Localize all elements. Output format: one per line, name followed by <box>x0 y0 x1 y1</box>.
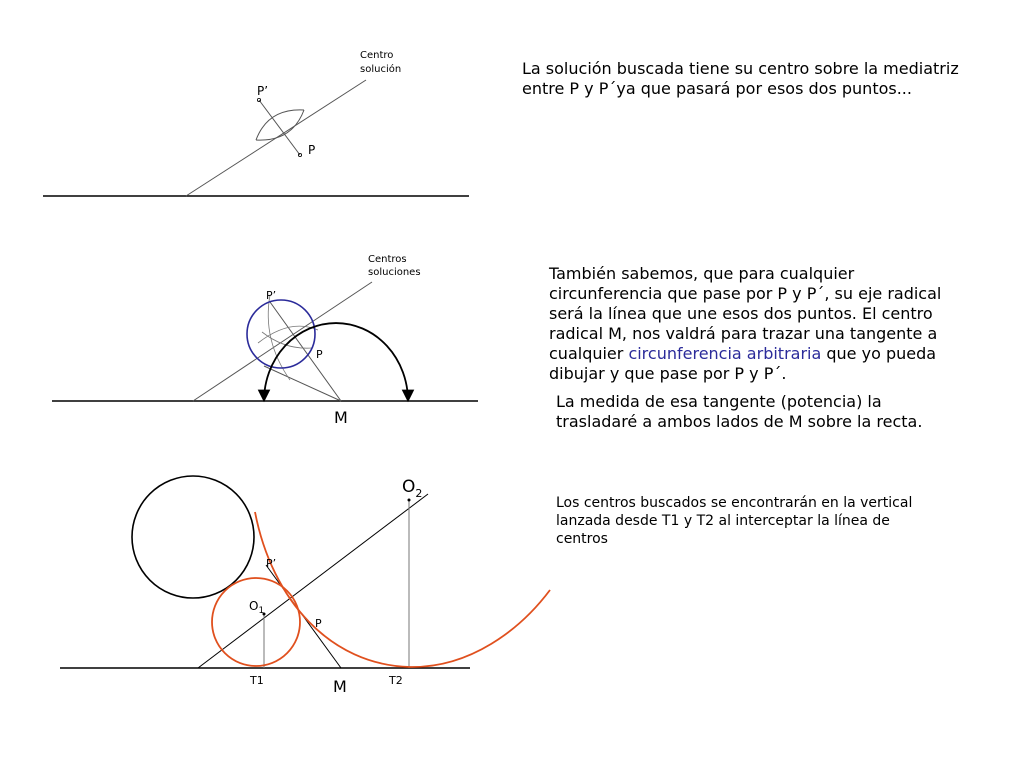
label-p-1: P <box>308 143 316 157</box>
label-p-prime-1: P’ <box>257 84 269 98</box>
panel-3 <box>60 476 550 696</box>
panel1-explanation: La solución buscada tiene su centro sobre la mediatriz entre P y P´ya que pasará por esos dos puntos... <box>522 59 959 98</box>
panel2-text-part2: que yo pueda dibujar y que pase por P y P´. <box>549 344 937 383</box>
panel-2 <box>52 254 478 427</box>
panel2-explanation <box>549 264 949 384</box>
given-circle-3 <box>132 476 254 598</box>
label-p-3: P <box>315 617 322 630</box>
label-p-2: P <box>316 348 323 361</box>
label-m-3: M <box>333 677 347 696</box>
label-o1-3: $O_1$ <box>249 599 265 616</box>
label-t1-3: T1 <box>250 674 264 687</box>
panel3-explanation: Los centros buscados se encontrarán en la vertical lanzada desde T1 y T2 al interceptar la línea de centros <box>556 495 913 547</box>
label-p-prime-2: P’ <box>266 289 277 302</box>
arbitrary-arc-c-2 <box>262 332 312 348</box>
solution-circle-o1-3 <box>212 578 300 666</box>
label-solucion-1: solución <box>360 64 402 75</box>
panel2-text-part1: También sabemos, que para cualquier circunferencia que pase por P y P´, su eje radical será la línea que une esos dos puntos. El centro radical M, nos valdrá para trazar una tangente a cualquier <box>549 264 942 363</box>
center-line-3 <box>198 494 428 668</box>
label-centros-2: Centros <box>368 254 407 265</box>
panel-1 <box>43 50 469 196</box>
arbitrary-circle-2 <box>247 300 315 368</box>
tangent-length-arc-2 <box>264 323 408 401</box>
label-p-prime-3: P’ <box>266 557 277 570</box>
label-soluciones-2: soluciones <box>368 267 421 278</box>
arbitrary-circle-highlight: circunferencia arbitraria <box>628 344 822 363</box>
panel2-tangent-explanation: La medida de esa tangente (potencia) la trasladaré a ambos lados de M sobre la recta. <box>556 392 923 431</box>
tangent-line-2 <box>264 366 341 401</box>
label-o2-3: $O_2$ <box>402 477 423 500</box>
label-m-2: M <box>334 408 348 427</box>
label-centro-1: Centro <box>360 50 394 61</box>
point-o2-3 <box>408 499 411 502</box>
solution-arc-o2-3 <box>255 512 550 667</box>
label-t2-3: T2 <box>389 674 403 687</box>
